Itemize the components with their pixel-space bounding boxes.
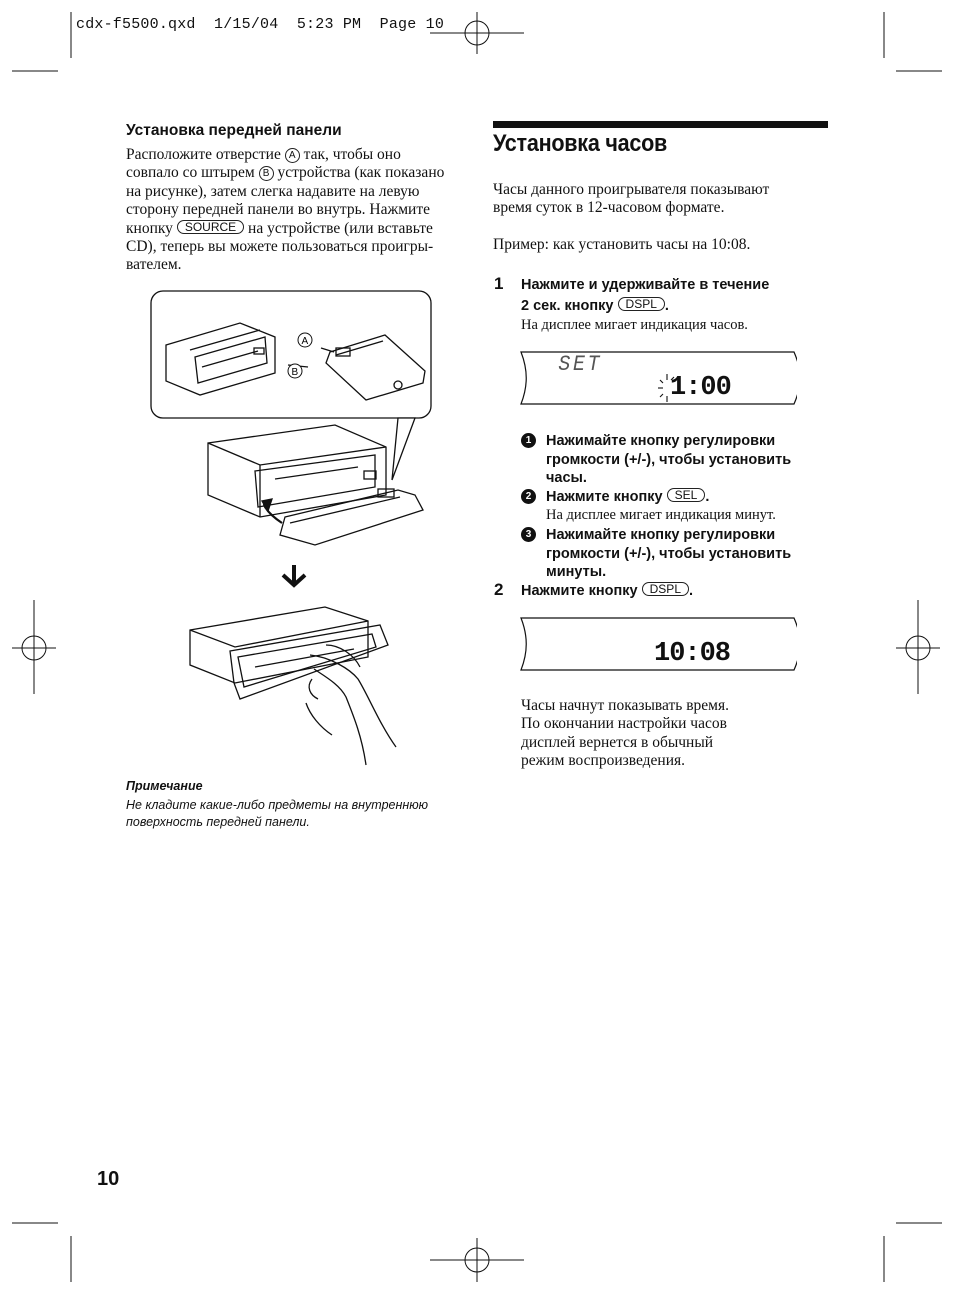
step-2-text: Нажмите кнопку DSPL . (521, 582, 694, 599)
label-b: B (291, 367, 299, 378)
step-1-number: 1 (494, 274, 504, 293)
dspl-button-label: DSPL (618, 297, 665, 311)
outro-text: Часы начнут показывать время. По окончании настройки часов дисплей вернется в обычный режим воспроизведения. (521, 697, 729, 770)
file-slug: cdx-f5500.qxd 1/15/04 5:23 PM Page 10 (76, 16, 445, 33)
substep-2-desc: На дисплее мигает индикация минут. (546, 507, 776, 523)
dspl-button-label-2: DSPL (642, 582, 689, 596)
note-title: Примечание (126, 779, 203, 793)
lcd-time-2: 10:08 (654, 639, 731, 669)
bullet-3: 3 (521, 527, 536, 542)
lcd-display-time (520, 616, 797, 672)
attach-instructions: Расположите отверстие A так, чтобы оно совпало со штырем B устройства (как показано на рисунке), затем слегка надавите на левую сторону передней панели во внутрь. Нажмите кнопку SOURCE на устройстве (или вставьте CD), теперь вы можете пользоваться проигры- вателем. (126, 146, 445, 274)
label-a: A (301, 336, 309, 347)
front-panel-illustration (140, 285, 440, 775)
intro-text: Часы данного проигрывателя показывают время суток в 12-часовом формате. (493, 181, 770, 217)
section-heading: Установка передней панели (126, 122, 342, 139)
note-body: Не кладите какие-либо предметы на внутреннюю поверхность передней панели. (126, 798, 429, 829)
step-2-number: 2 (494, 580, 504, 599)
source-button-label: SOURCE (177, 220, 244, 234)
lcd-time-1: 1:00 (670, 373, 731, 403)
lcd-set-text: SET (558, 352, 603, 377)
page-title: Установка часов (493, 130, 668, 157)
example-text: Пример: как установить часы на 10:08. (493, 236, 751, 253)
page-number: 10 (97, 1168, 120, 1190)
sel-button-label: SEL (667, 488, 706, 502)
step-1-text: Нажмите и удерживайте в течение 2 сек. кнопку DSPL . (521, 277, 770, 314)
lcd-display-set (520, 350, 797, 406)
title-rule (493, 121, 828, 128)
bullet-1: 1 (521, 433, 536, 448)
marker-a: A (285, 148, 300, 163)
step-1-desc: На дисплее мигает индикация часов. (521, 317, 748, 333)
marker-b: B (259, 166, 274, 181)
bullet-2: 2 (521, 489, 536, 504)
